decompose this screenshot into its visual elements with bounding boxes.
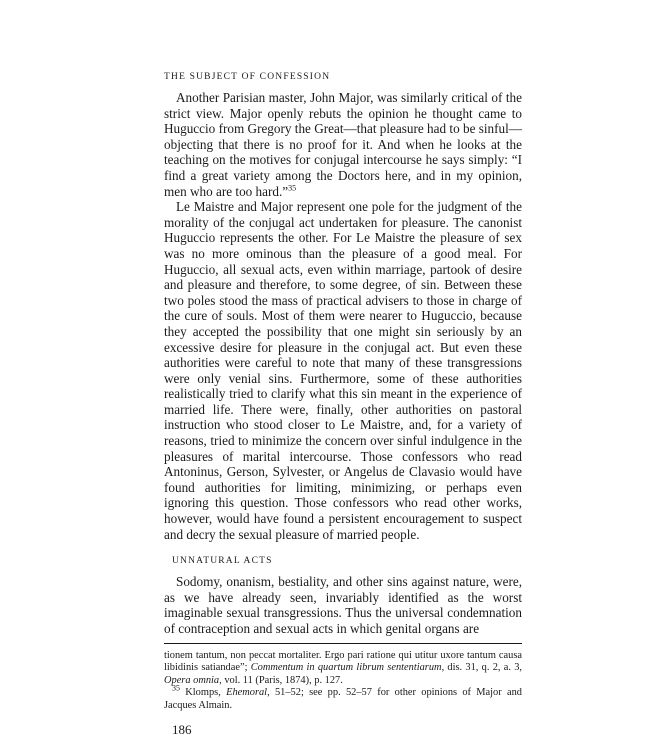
footnote-35 — [164, 683, 522, 712]
footnote-text: Klomps, — [180, 687, 227, 699]
footnote-italic-title: Ehemoral — [226, 687, 268, 699]
page-number: 186 — [172, 721, 192, 737]
footnote-text: tionem tantum, non peccat mortaliter. Ergo pari ratione qui utitur uxore tantum causa libidinis satiandae”; — [164, 649, 522, 674]
footnote-italic-title: Opera omnia — [164, 674, 220, 686]
section-heading: UNNATURAL ACTS — [172, 556, 273, 567]
section-paragraph: Sodomy, onanism, bestiality, and other sins against nature, were, as we have already seen, invariably identified as the worst imaginable sexual transgressions. Thus the universal condemnation of contraception and sexual acts in which genital organs are — [164, 574, 522, 636]
footnote-number: 35 — [172, 683, 180, 693]
footnote-italic-title: Commentum in quartum librum sententiarum — [250, 662, 442, 674]
footnote-34-continued — [164, 650, 522, 688]
body-paragraph-1 — [164, 90, 522, 199]
book-page — [164, 70, 522, 738]
running-head: THE SUBJECT OF CONFESSION — [164, 72, 331, 82]
footnotes — [164, 643, 522, 713]
footnote-reference: 35 — [288, 183, 297, 193]
footnote-text: , vol. 11 (Paris, 1874), p. 127. — [219, 674, 343, 686]
footnote-text: , dis. 31, q. 2, a. 3, — [441, 662, 522, 674]
footnote-text: , 51–52; see pp. 52–57 for other opinions of Major and Jacques Almain. — [164, 687, 522, 711]
paragraph-text: Another Parisian master, John Major, was similarly critical of the strict view. Major openly rebuts the opinion he thought came to Huguccio from Gregory the Great—that pleasure had to be sinful—objecting that there is no proof for it. And when he looks at the teaching on the motives for conjugal intercourse he says simply: “I find a great variety among the Doctors here, and in my opinion, men who are too hard.” — [164, 90, 522, 199]
body-paragraph-2: Le Maistre and Major represent one pole for the judgment of the morality of the conjugal act undertaken for pleasure. The canonist Huguccio represents the other. For Le Maistre the pleasure of sex was no more ominous than the pleasure of a good meal. For Huguccio, all sexual acts, even within marriage, partook of desire and pleasure and therefore, to some degree, of sin. Between these two poles stood the mass of practical advisers to those in charge of the cure of souls. Most of them were nearer to Huguccio, because they accepted the possibility that one might sin seriously by an excessive desire for pleasure in the conjugal act. But even these authorities were careful to note that many of these transgressions were only venial sins. Furthermore, some of these authorities realistically tried to clarify what this sin meant in the experience of married life. There were, finally, other authorities on pastoral instruction who stood closer to Le Maistre, and, for a variety of reasons, tried to minimize the concern over sinful indulgence in the pleasures of marital intercourse. Those confessors who read Antoninus, Gerson, Sylvester, or Angelus de Clavasio would have found authorities for limiting, minimizing, or perhaps even ignoring this question. Those confessors who read other works, however, would have found a persistent encouragement to suspect and decry the sexual pleasure of married people. — [164, 199, 522, 542]
